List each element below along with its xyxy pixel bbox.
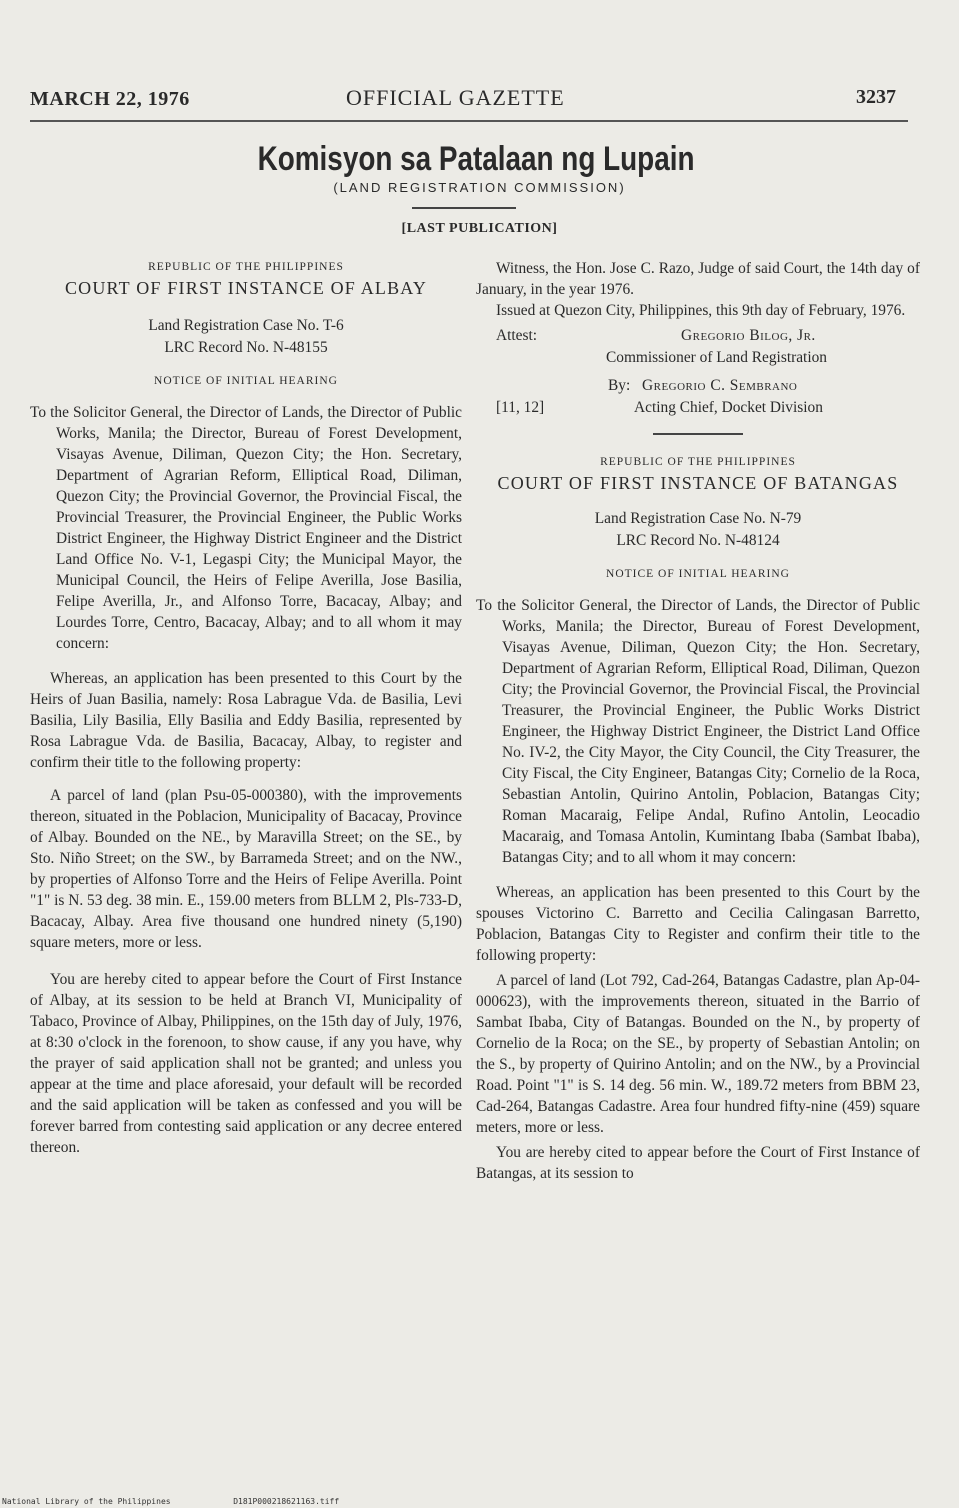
issue-date: MARCH 22, 1976: [30, 88, 190, 110]
attest-title-line: [476, 347, 920, 369]
notice-heading: NOTICE OF INITIAL HEARING: [606, 568, 790, 580]
case-number: Land Registration Case No. N-79: [594, 510, 802, 527]
whereas-paragraph: Whereas, an application has been presented to this Court by the spouses Victorino C. Barretto and Cecilia Calingasan Barretto, Poblacion, Batangas City to Register and confirm their title to the following property:: [476, 884, 920, 964]
case-number: Land Registration Case No. T-6: [148, 317, 344, 334]
lrc-record: LRC Record No. N-48124: [616, 532, 780, 549]
publication-reference: [11, 12]: [496, 399, 545, 416]
header-rule: [30, 120, 908, 122]
by-name: Gregorio C. Sembrano: [642, 377, 798, 394]
scan-footer: [2, 1497, 339, 1506]
republic-label: REPUBLIC OF THE PHILIPPINES: [148, 261, 344, 273]
attest-line: [476, 325, 920, 347]
by-title-line: [476, 397, 920, 419]
section-divider: [412, 207, 516, 209]
section-title: Komisyon sa Patalaan ng Lupain: [257, 140, 695, 178]
addressees: To the Solicitor General, the Director of Lands, the Director of Public Works, Manila; the Director, Bureau of Forest Development, Visayas Avenue, Diliman, Quezon City; the Hon. Secretary, Department of Agrarian Reform, Elliptical Road, Diliman, Quezon City; the Provincial Governor, the Provincial Fiscal, the Provincial Treasurer, the Provincial Engineer, the Public Works District Engineer, the Highway District Engineer and the District Land Office No. V-1, Legaspi City; the Municipal Mayor, the Municipal Council, the Heirs of Felipe Averilla, Jose Basilia, Felipe Averilla, Jr., and Alfonso Torre, Bacacay, Albay; and Lourdes Torre, Centro, Bacacay, Albay; and to all whom it may concern:: [30, 404, 462, 652]
parcel-description: A parcel of land (plan Psu-05-000380), with the improvements thereon, situated in the Poblacion, Municipality of Bacacay, Province of Albay. Bounded on the NE., by Maravilla Street; on the SE., by Sto. Niño Street; on the SW., by Barrameda Street; and on the NW., by properties of Alfonso Torre and the Heirs of Felipe Averilla. Point "1" is N. 53 deg. 38 min. E., 159.00 meters from BLLM 2, Pls-733-D, Bacacay, Albay. Area five thousand one hundred ninety (5,190) square meters, more or less.: [30, 787, 462, 951]
notice-separator: [653, 433, 743, 435]
citation-paragraph: You are hereby cited to appear before the Court of First Instance of Albay, at its session to be held at Branch VI, Municipality of Tabaco, Province of Albay, Philippines, on the 15th day of July, 1976, at 8:30 o'clock in the forenoon, to show cause, if any you have, why the prayer of said application shall not be granted; and unless you appear at the time and place aforesaid, your default will be recorded and the said application will be taken as confessed and you will be forever barred from contesting said application or any decree entered thereon.: [30, 971, 462, 1156]
whereas-paragraph: Whereas, an application has been presented to this Court by the Heirs of Juan Basilia, namely: Rosa Labrague Vda. de Basilia, Levi Basilia, Lily Basilia, Elly Basilia and Eddy Basilia, represented by Rosa Labrague Vda. de Basilia, Bacacay, Albay, to register and confirm their title to the following property:: [30, 670, 462, 771]
witness-paragraph: Witness, the Hon. Jose C. Razo, Judge of said Court, the 14th day of January, in the year 1976.: [476, 260, 920, 298]
by-title: Acting Chief, Docket Division: [634, 399, 823, 416]
citation-paragraph: You are hereby cited to appear before the Court of First Instance of Batangas, at its session to: [476, 1144, 920, 1182]
file-name: D181P000218621163.tiff: [233, 1497, 340, 1506]
addressees: To the Solicitor General, the Director of Lands, the Director of Public Works, Manila; the Director, Bureau of Forest Development, Visayas Avenue, Diliman, Quezon City; the Hon. Secretary, Department of Agrarian Reform, Elliptical Road, Diliman, Quezon City; the Provincial Governor, the Provincial Fiscal, the Provincial Treasurer, the Provincial Engineer, the Public Works District Engineer, the Highway District Engineer, the District Land Office No. IV-2, the City Mayor, the City Council, the City Treasurer, the City Fiscal, the City Engineer, Batangas City; Cornelio de la Roca, Sebastian Antolin, Quirino Antolin, Poblacion, Batangas City; Roman Macaraig, Felipe Andal, Rufino Antolin, Leocadio Macaraig, and Tomasa Antolin, Kumintang Ibaba (Sambat Ibaba), Batangas City; and to all whom it may concern:: [476, 597, 920, 866]
attest-title: Commissioner of Land Registration: [606, 349, 827, 366]
lrc-record: LRC Record No. N-48155: [164, 339, 328, 356]
section-subtitle: (LAND REGISTRATION COMMISSION): [333, 180, 626, 195]
right-column: [476, 258, 920, 1184]
publication-marker: [LAST PUBLICATION]: [401, 221, 558, 236]
by-line: [476, 375, 920, 397]
page-number: 3237: [856, 86, 896, 108]
court-name: COURT OF FIRST INSTANCE OF ALBAY: [64, 278, 428, 298]
court-name: COURT OF FIRST INSTANCE OF BATANGAS: [497, 473, 899, 493]
notice-heading: NOTICE OF INITIAL HEARING: [154, 375, 338, 387]
by-label: By:: [608, 377, 631, 394]
issued-paragraph: Issued at Quezon City, Philippines, this 9th day of February, 1976.: [496, 302, 906, 319]
attest-name: Gregorio Bilog, Jr.: [681, 327, 816, 344]
library-credit: National Library of the Philippines: [2, 1497, 171, 1506]
parcel-description: A parcel of land (Lot 792, Cad-264, Batangas Cadastre, plan Ap-04-000623), with the improvements thereon, situated in the Barrio of Sambat Ibaba, City of Batangas. Bounded on the N., by property of Cornelio de la Roca; on the SE., by property of Sebastian Antolin; on the S., by property of Quirino Antolin; and on the NW., by a Provincial Road. Point "1" is S. 14 deg. 56 min. W., 189.72 meters from BBM 23, Cad-264, Batangas Cadastre. Area four hundred fifty-nine (459) square meters, more or less.: [476, 972, 920, 1136]
notice-albay: [30, 260, 462, 1158]
publication-title: OFFICIAL GAZETTE: [346, 85, 565, 110]
republic-label: REPUBLIC OF THE PHILIPPINES: [600, 456, 796, 468]
attest-label: Attest:: [496, 327, 538, 344]
